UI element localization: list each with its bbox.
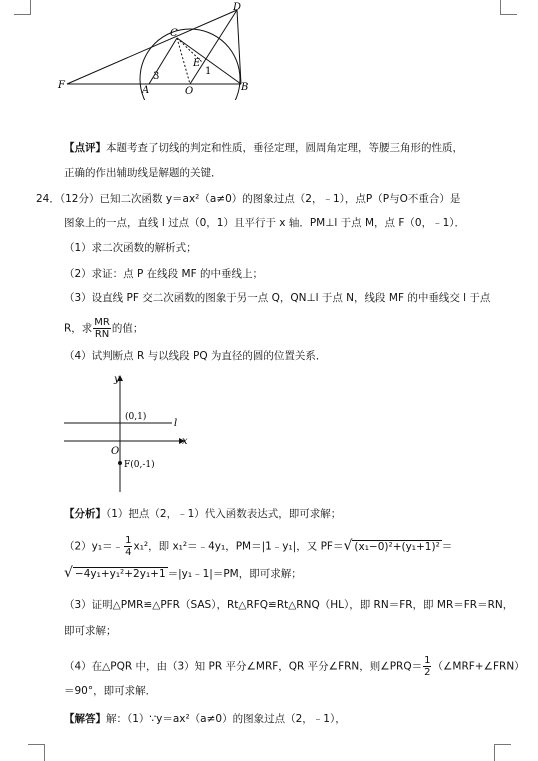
sqrt-expression-1 xyxy=(343,539,441,554)
line-l-label: l xyxy=(174,418,178,429)
line-od xyxy=(190,10,237,84)
problem-stem-1 xyxy=(36,192,460,206)
fraction-denominator: 4 xyxy=(125,547,132,558)
analysis-label: 【分析】 xyxy=(64,508,106,520)
analysis-line-3 xyxy=(64,566,302,581)
fraction-half xyxy=(423,655,431,678)
problem-number: 24．（12分） xyxy=(36,193,100,205)
problem-stem-2: 图象上的一点，直线 l 过点（0，1）且平行于 x 轴．PM⊥l 于点 M，点 F（0，﹣1）． xyxy=(64,217,466,229)
analysis-2-b: x₁²，即 x₁²＝﹣4y₁，PM＝|1﹣y₁|，又 PF＝ xyxy=(133,540,344,553)
question-4: （4）试判断点 R 与以线段 PQ 为直径的圆的位置关系． xyxy=(64,350,327,362)
crop-mark-bottom-left xyxy=(28,744,45,761)
comment-label: 【点评】 xyxy=(64,142,106,154)
analysis-2-c: ＝ xyxy=(441,540,453,553)
question-1: （1）求二次函数的解析式； xyxy=(64,242,197,254)
fraction-quarter xyxy=(124,535,132,558)
analysis-line-5: 即可求解； xyxy=(64,625,117,637)
point-f-label: F xyxy=(58,80,65,91)
solution-text-1: 解：（1）∵y＝ax²（a≠0）的图象过点（2，﹣1）， xyxy=(106,713,346,725)
analysis-line-4: （3）证明△PMR≌△PFR（SAS），Rt△RFQ≌Rt△RNQ（HL），即 RN＝FR，即 MR＝FR＝RN， xyxy=(64,599,514,611)
analysis-line-1 xyxy=(64,507,341,521)
geometry-figure xyxy=(55,0,255,100)
angle-3-label: 3 xyxy=(153,71,160,82)
analysis-line-2 xyxy=(64,535,452,558)
question-2: （2）求证：点 P 在线段 MF 的中垂线上； xyxy=(64,268,263,280)
solution-line-1 xyxy=(64,712,346,726)
analysis-2-a: （2）y₁＝﹣ xyxy=(64,540,124,553)
point-01-label: (0,1) xyxy=(125,412,147,422)
fraction-denominator: RN xyxy=(94,329,110,340)
problem-stem-1-text: 已知二次函数 y＝ax²（a≠0）的图象过点（2，﹣1），点P（P与O不重合）是 xyxy=(99,193,461,205)
coordinate-figure xyxy=(58,370,198,494)
angle-1-label: 1 xyxy=(205,66,212,77)
sqrt-radicand-2: −4y₁+y₁²+2y₁+1 xyxy=(74,568,166,580)
point-o-label: O xyxy=(185,86,194,97)
fraction-mr-rn xyxy=(93,317,111,340)
fraction-numerator: 1 xyxy=(424,655,431,666)
fraction-numerator: 1 xyxy=(125,535,132,546)
analysis-6-b: （∠MRF+∠FRN） xyxy=(432,660,525,673)
analysis-6-a: （4）在△PQR 中，由（3）知 PR 平分∠MRF，QR 平分∠FRN，则∠PRQ＝ xyxy=(64,660,423,673)
question-3-line-1: （3）设直线 PF 交二次函数的图象于另一点 Q，QN⊥l 于点 N，线段 MF 的中垂线交 l 于点 xyxy=(64,292,491,304)
comment-text-1: 本题考查了切线的判定和性质，垂径定理，圆周角定理，等腰三角形的性质， xyxy=(106,142,463,154)
point-f-label-2: F(0,-1) xyxy=(124,460,155,470)
crop-mark-top-right xyxy=(500,0,517,15)
analysis-3-b: ＝|y₁﹣1|＝PM，即可求解； xyxy=(167,568,302,580)
question-3-post: 的值； xyxy=(111,322,144,335)
point-a-label: A xyxy=(142,85,150,96)
analysis-line-7: ＝90°，即可求解． xyxy=(64,685,157,697)
question-3-line-2 xyxy=(64,317,143,340)
point-f-dot xyxy=(118,461,122,465)
crop-mark-top-left xyxy=(14,0,31,15)
analysis-line-6 xyxy=(64,655,525,678)
point-d-label: D xyxy=(233,2,242,13)
analysis-text-1: （1）把点（2，﹣1）代入函数表达式，即可求解； xyxy=(106,508,342,520)
crop-mark-bottom-right xyxy=(494,744,511,761)
line-fc xyxy=(67,10,237,84)
sqrt-sign: √ xyxy=(343,537,353,554)
x-axis-label: x xyxy=(182,436,188,447)
solution-label: 【解答】 xyxy=(64,713,106,725)
origin-label: O xyxy=(111,446,120,457)
sqrt-expression-2 xyxy=(64,566,168,581)
line-cb xyxy=(177,38,241,84)
point-c-label: C xyxy=(170,28,178,39)
y-axis-label: y xyxy=(114,374,120,385)
fraction-denominator: 2 xyxy=(424,667,431,678)
sqrt-radicand-1: (x₁−0)²+(y₁+1)² xyxy=(354,540,440,553)
point-b-label: B xyxy=(241,82,249,93)
line-db xyxy=(237,10,241,84)
point-e-label: E xyxy=(193,58,201,69)
fraction-numerator: MR xyxy=(94,317,110,328)
comment-line-2: 正确的作出辅助线是解题的关键． xyxy=(64,167,222,179)
question-3-pre: R，求 xyxy=(64,322,93,335)
sqrt-sign: √ xyxy=(64,565,73,581)
comment-line-1 xyxy=(64,141,463,155)
